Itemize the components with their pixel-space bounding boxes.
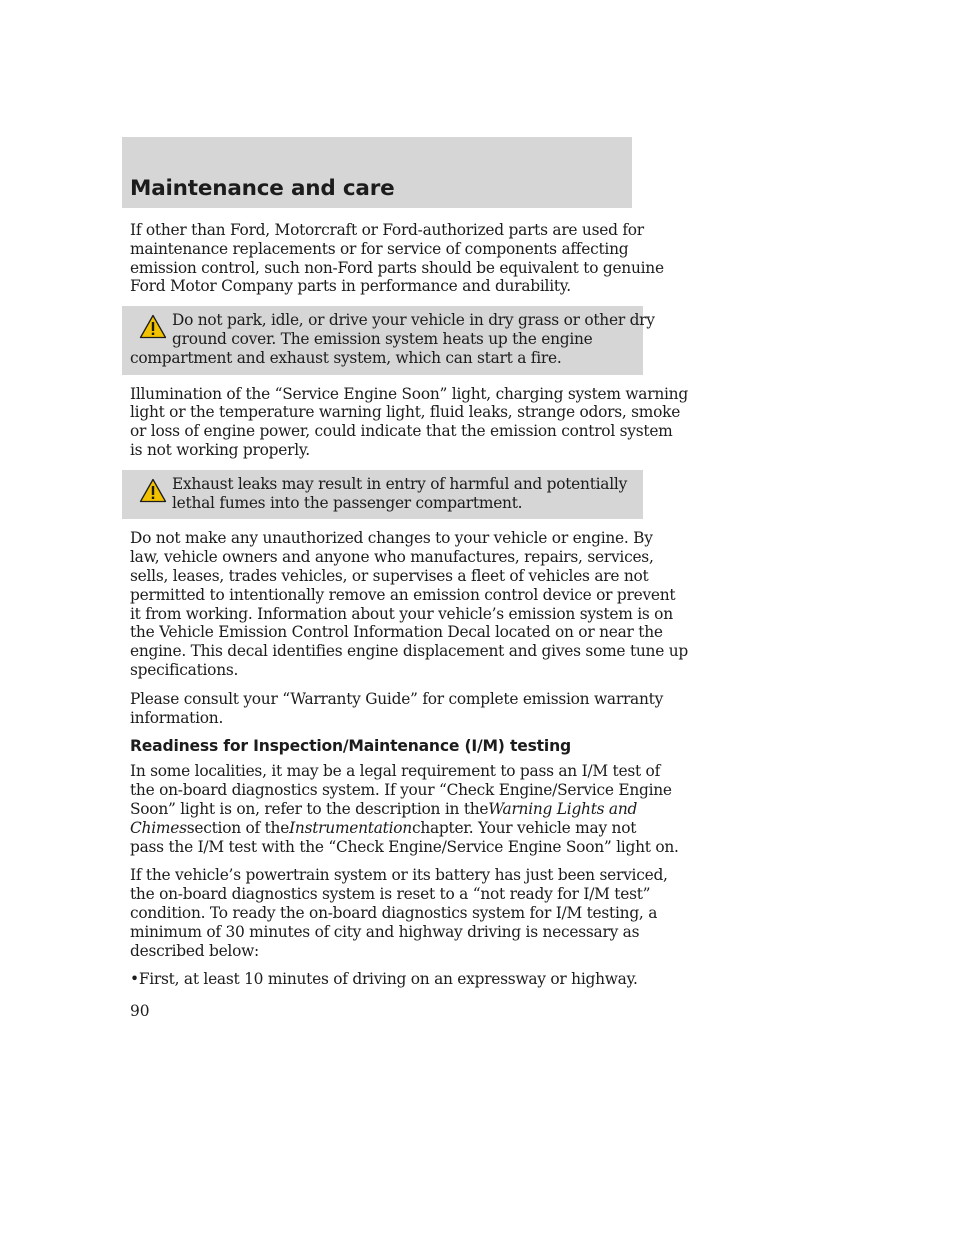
text-line: engine. This decal identifies engine displacement and gives some tune up: [130, 642, 688, 661]
paragraph-emission-indicators: [130, 384, 688, 460]
paragraph-readiness-reset: [130, 866, 668, 960]
text-line: In some localities, it may be a legal requirement to pass an I/M test of: [130, 762, 661, 781]
bullet-symbol: •: [130, 970, 139, 989]
page-number: 90: [130, 1002, 150, 1020]
warning-triangle-icon: [139, 478, 167, 503]
paragraph-unauthorized-changes: [130, 529, 688, 679]
section-header-band: [122, 137, 632, 208]
bullet-text: First, at least 10 minutes of driving on an expressway or highway.: [138, 970, 638, 989]
text-line: the on-board diagnostics system. If your “Check Engine/Service Engine: [130, 781, 672, 800]
text-segment: chapter. Your vehicle may not: [411, 818, 637, 837]
text-segment: Soon” light is on, refer to the description in the: [130, 799, 489, 818]
section-title: Maintenance and care: [130, 176, 395, 201]
paragraph-im-requirement: [130, 762, 679, 856]
text-line: [130, 819, 635, 838]
text-line: light or the temperature warning light, fluid leaks, strange odors, smoke: [130, 403, 681, 422]
text-line: condition. To ready the on-board diagnostics system for I/M testing, a: [130, 903, 658, 922]
warning-text-line: lethal fumes into the passenger compartment.: [172, 493, 523, 512]
text-line: the on-board diagnostics system is reset to a “not ready for I/M test”: [130, 885, 651, 904]
cross-reference-chimes: Chimes: [130, 818, 187, 837]
warning-text-line: Exhaust leaks may result in entry of harmful and potentially: [172, 474, 628, 493]
cross-reference-warning-lights: Warning Lights and: [488, 799, 638, 818]
text-line: law, vehicle owners and anyone who manufactures, repairs, services,: [130, 548, 654, 567]
text-line: information.: [130, 708, 224, 727]
text-line: Illumination of the “Service Engine Soon” light, charging system warning: [130, 384, 688, 403]
text-line: described below:: [130, 941, 259, 960]
text-line: the Vehicle Emission Control Information Decal located on or near the: [130, 623, 663, 642]
subheading-im-testing: Readiness for Inspection/Maintenance (I/M) testing: [130, 737, 571, 756]
paragraph-parts-equivalence: [130, 221, 664, 296]
text-line: [130, 799, 638, 819]
warning-text-line: compartment and exhaust system, which can start a fire.: [130, 348, 562, 367]
text-line: sells, leases, trades vehicles, or supervises a fleet of vehicles are not: [130, 566, 649, 585]
text-line: Do not make any unauthorized changes to your vehicle or engine. By: [130, 529, 653, 548]
cross-reference-instrumentation: Instrumentation: [289, 818, 412, 837]
warning-text-line: ground cover. The emission system heats up the engine: [172, 329, 593, 348]
text-line: specifications.: [130, 660, 239, 679]
text-line: Ford Motor Company parts in performance and durability.: [130, 277, 571, 296]
warning-triangle-icon: [139, 314, 167, 339]
text-line: pass the I/M test with the “Check Engine/Service Engine Soon” light on.: [130, 837, 679, 856]
text-line: emission control, such non-Ford parts should be equivalent to genuine: [130, 258, 664, 277]
paragraph-warranty-guide: [130, 689, 664, 728]
text-line: Please consult your “Warranty Guide” for complete emission warranty: [130, 689, 664, 708]
text-line: is not working properly.: [130, 440, 310, 459]
page-content: [130, 221, 688, 989]
text-line: If other than Ford, Motorcraft or Ford-authorized parts are used for: [130, 221, 644, 239]
warning-text-line: Do not park, idle, or drive your vehicle in dry grass or other dry: [172, 311, 655, 330]
text-line: maintenance replacements or for service of components affecting: [130, 239, 629, 258]
text-line: If the vehicle’s powertrain system or its battery has just been serviced,: [130, 866, 668, 885]
text-line: permitted to intentionally remove an emission control device or prevent: [130, 585, 676, 604]
bullet-item: [130, 970, 638, 989]
text-segment: section of the: [186, 818, 290, 837]
text-line: minimum of 30 minutes of city and highway driving is necessary as: [130, 922, 640, 941]
text-line: or loss of engine power, could indicate that the emission control system: [130, 422, 673, 441]
text-line: it from working. Information about your vehicle’s emission system is on: [130, 604, 673, 623]
warning-box-fire: [122, 306, 655, 374]
warning-box-exhaust: [122, 470, 643, 520]
